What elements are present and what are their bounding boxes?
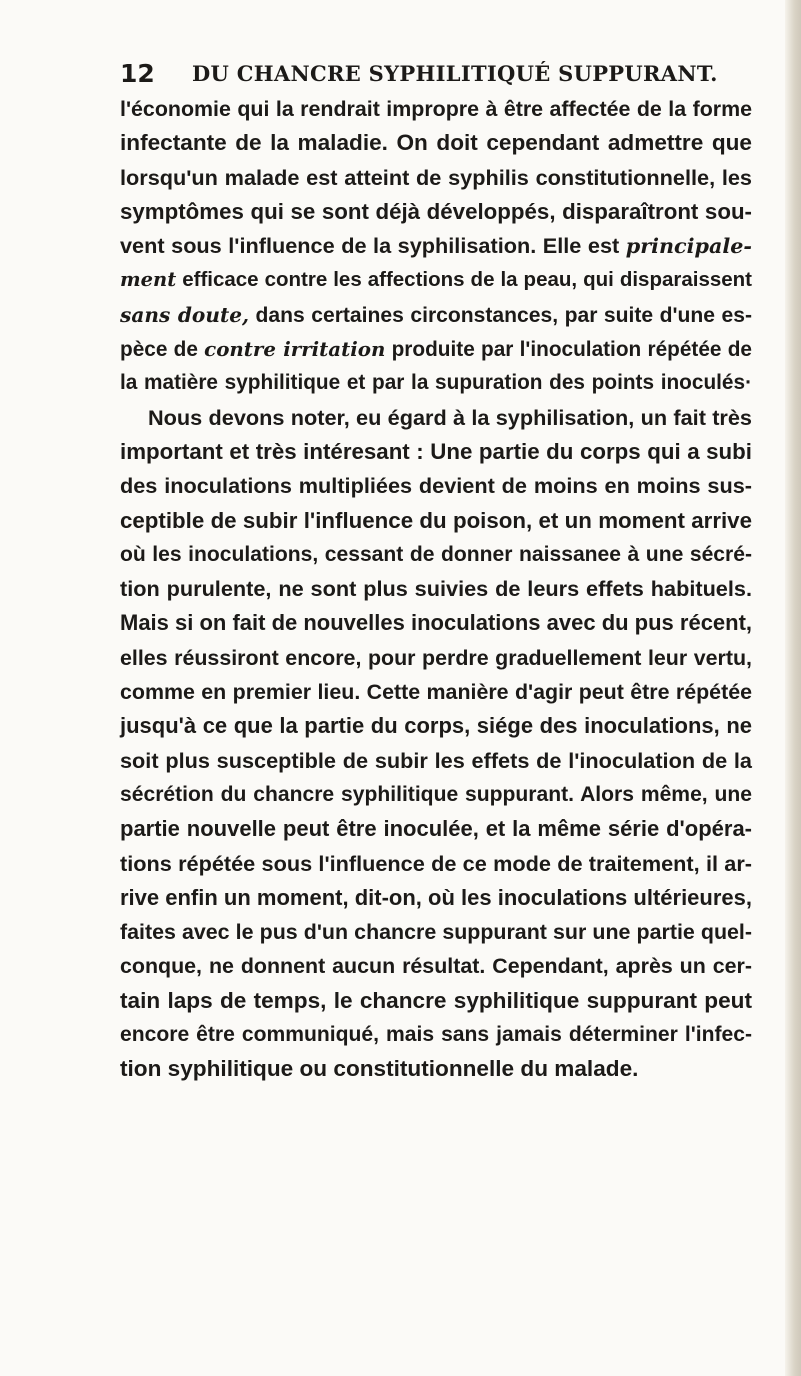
text-line [120, 744, 752, 778]
page-number: 12 [120, 59, 155, 88]
text-segment: conque, ne donnent aucun résultat. Cependant, après un cer- [120, 954, 752, 979]
text-segment: produite par l'inoculation répétée de [385, 338, 752, 362]
italic-text: principale- [625, 234, 752, 259]
text-line [120, 263, 752, 297]
text-line [120, 92, 752, 126]
text-segment: lorsqu'un malade est atteint de syphilis constitutionnelle, les [120, 164, 752, 190]
text-segment: symptômes qui se sont déjà développés, disparaîtront sou- [120, 198, 752, 224]
text-line [120, 401, 752, 435]
text-segment: comme en premier lieu. Cette manière d'agir peut être répétée [120, 680, 752, 705]
italic-text: contre irritation [204, 337, 386, 362]
text-line [120, 332, 752, 366]
text-segment: la matière syphilitique et par la supuration des points inoculés· [120, 371, 752, 395]
text-segment: l'économie qui la rendrait impropre à être affectée de la forme [120, 97, 752, 121]
text-line [120, 298, 752, 332]
text-segment: tain laps de temps, le chancre syphilitique suppurant peut [120, 987, 752, 1013]
text-line [120, 1018, 752, 1052]
text-segment: vent sous l'influence de la syphilisation. Elle est [120, 233, 626, 259]
italic-text: ment [120, 268, 177, 292]
text-segment: jusqu'à ce que la partie du corps, siége des inoculations, ne [120, 713, 752, 739]
text-line [120, 538, 752, 572]
text-segment: des inoculations multipliées devient de moins en moins sus- [120, 473, 752, 499]
text-line [120, 675, 752, 709]
text-line [120, 161, 752, 195]
text-segment: efficace contre les affections de la peau, qui disparaissent [176, 268, 752, 292]
text-segment: où les inoculations, cessant de donner naissanee à une sécré- [120, 542, 752, 566]
text-segment: tion syphilitique ou constitutionnelle du malade. [120, 1056, 639, 1082]
text-line [120, 778, 752, 812]
italic-text: sans doute, [120, 302, 250, 327]
text-line [120, 915, 752, 949]
text-segment: Mais si on fait de nouvelles inoculations avec du pus récent, [120, 610, 753, 636]
text-segment: faites avec le pus d'un chancre suppurant sur une partie quel- [120, 920, 752, 945]
text-line [120, 984, 752, 1018]
text-line [120, 572, 752, 606]
text-segment: dans certaines circonstances, par suite d'une es- [249, 303, 752, 327]
text-line [120, 709, 752, 743]
text-segment: tions répétée sous l'influence de ce mode de traitement, il ar- [120, 850, 752, 876]
text-line [120, 812, 752, 846]
text-line [120, 435, 752, 469]
text-segment: sécrétion du chancre syphilitique suppurant. Alors même, une [120, 782, 752, 806]
text-line [120, 126, 752, 160]
text-segment: important et très intéresant : Une partie du corps qui a subi [120, 438, 752, 464]
page-edge-shadow [785, 0, 801, 1376]
text-segment: ceptible de subir l'influence du poison, et un moment arrive [120, 507, 752, 533]
text-segment: rive enfin un moment, dit-on, où les inoculations ultérieures, [120, 884, 752, 910]
text-segment: elles réussiront encore, pour perdre graduellement leur vertu, [120, 645, 752, 670]
text-line [120, 229, 752, 263]
text-line [120, 195, 752, 229]
text-line [120, 1052, 752, 1086]
text-segment: encore être communiqué, mais sans jamais déterminer l'infec- [120, 1023, 752, 1047]
text-segment: soit plus susceptible de subir les effets de l'inoculation de la [120, 747, 752, 773]
text-segment: tion purulente, ne sont plus suivies de leurs effets habituels. [120, 576, 752, 602]
text-line [120, 641, 752, 675]
text-segment: partie nouvelle peut être inoculée, et la même série d'opéra- [120, 816, 752, 842]
text-line [120, 949, 752, 983]
text-line [120, 366, 752, 400]
text-segment: Nous devons noter, eu égard à la syphilisation, un fait très [148, 404, 752, 430]
running-title: DU CHANCRE SYPHILITIQUÉ SUPPURANT. [192, 61, 718, 86]
text-line [120, 847, 752, 881]
text-line [120, 469, 752, 503]
running-header [120, 58, 740, 90]
text-segment: pèce de [120, 338, 205, 362]
text-line [120, 606, 752, 640]
text-segment: infectante de la maladie. On doit cependant admettre que [120, 130, 752, 156]
body-text [120, 92, 752, 1087]
text-line [120, 504, 752, 538]
text-line [120, 881, 752, 915]
